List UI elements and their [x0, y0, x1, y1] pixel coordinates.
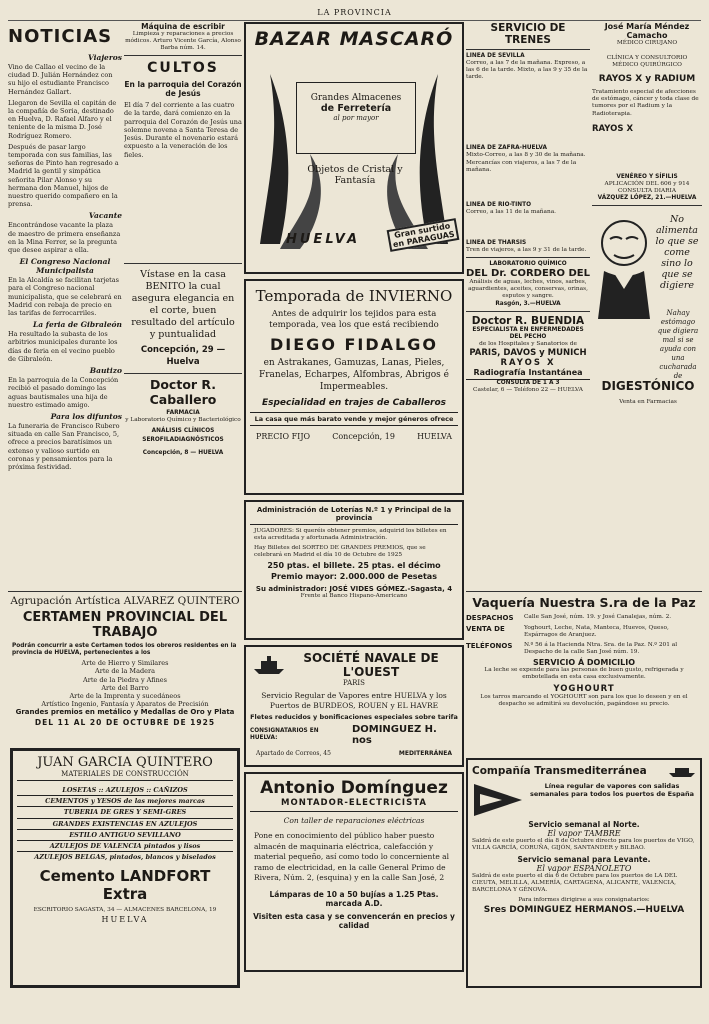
jm-line: CLÍNICA Y CONSULTORIO	[606, 55, 688, 62]
fidalgo-special: Especialidad en trajes de Caballeros	[261, 398, 447, 408]
lab-head: LABORATORIO QUÍMICO	[489, 261, 567, 268]
chef-figure-icon	[594, 209, 654, 319]
quintero-city: HUELVA	[101, 914, 149, 924]
vaqueria-serv: SERVICIO Á DOMICILIO	[532, 658, 636, 668]
ct-brand: Sres DOMINGUEZ HERMANOS.—HUELVA	[483, 904, 685, 915]
quintero-name: JUAN GARCIA QUINTERO	[37, 755, 213, 770]
loteria-ad	[244, 500, 464, 640]
buendia-radio: Radiografía Instantánea	[473, 367, 583, 377]
lab-name: DEL Dr. CORDERO DEL	[466, 268, 590, 280]
caballero-ad	[124, 377, 242, 457]
quintero-addr: ESCRITORIO SAGASTA, 34 — ALMACENES BARCELONA, 19	[33, 907, 217, 914]
line-head: LINEA DE ZAFRA-HUELVA	[466, 145, 547, 152]
certamen-item: Artístico Ingenio, Fantasía y Aparatos de Precisión	[41, 700, 209, 709]
quintero-sub: MATERIALES DE CONSTRUCCIÓN	[17, 770, 233, 781]
ct-agent: Para informes dirigirse a sus consignatarios:	[518, 897, 650, 904]
lab-text: Análisis de aguas, leches, vinos, sarbes, aguardientes, aceites, conservas, orinas, esputos y sangre.	[468, 279, 588, 300]
fidalgo-title: Temporada de INVIERNO	[255, 287, 453, 305]
jm-line: MÉDICO QUIRÚRGICO	[612, 62, 682, 69]
caballero-line: FARMACIA	[166, 409, 200, 416]
quote-line: lo que se come	[655, 236, 699, 259]
bazar-city: HUELVA	[286, 232, 361, 247]
certamen-intro: Podrán concurrir a este Certamen todos los obreros residentes en la provincia de HUELVA, pertenecientes a los	[12, 643, 237, 657]
quintero-item: AZULEJOS BELGAS, pintados, blancos y biselados	[34, 853, 216, 862]
ct-levante: Servicio semanal para Levante.	[517, 855, 651, 865]
navale-agent-row	[250, 724, 458, 746]
fidalgo-price: PRECIO FIJO	[256, 432, 311, 441]
bazar-sub: Grandes Almacenes	[310, 93, 402, 103]
digestonico-foot: Venta en Farmacias	[619, 399, 677, 406]
buendia-consulta: CONSULTA DE 1 A 3	[466, 379, 590, 387]
quintero-item: ESTILO ANTIGUO SEVILLANO	[69, 830, 181, 839]
caballero-addr: Concepción, 8 — HUELVA	[142, 450, 224, 457]
loteria-note: Frente al Banco Hispano-Americano	[300, 593, 408, 600]
agrupacion-title: Agrupación Artística ALVAREZ QUINTERO	[10, 595, 240, 607]
loteria-admin: Su administrador: JOSÉ VIDES GÓMEZ.-Sagasta, 4	[255, 585, 453, 594]
jm-name: José María Méndez Camacho	[604, 22, 690, 40]
bazar-ad	[244, 22, 464, 274]
column-trenes	[466, 22, 590, 582]
section-head: Vacante	[88, 211, 122, 221]
caballero-line: y Laboratorio Químico y Bacteriológico	[125, 416, 241, 423]
dominguez-name: Antonio Domínguez	[260, 778, 448, 798]
typewriter-ad-head: Máquina de escribir	[141, 22, 225, 31]
vaqueria-serv-text: La leche se expende para las personas de buen gusto, refrigerada y embotellada en esta casa exclusivamente.	[484, 667, 684, 681]
vaqueria-ad	[466, 588, 702, 756]
ct-line: Línea regular de vapores con salidas semanales para todos los puertos de España	[529, 782, 695, 799]
vaqueria-desp-row	[466, 614, 702, 622]
certamen-title: CERTAMEN PROVINCIAL DEL TRABAJO	[22, 610, 228, 640]
navale-agent: DOMINGUEZ H. nos	[351, 724, 437, 746]
news-paragraph: La funeraria de Francisco Rubero situada en calle San Francisco, 5, ofrece a precios baratísimos un extenso y valioso surtido en coronas y pensamientos para la próxima festividad.	[8, 421, 120, 471]
jm-text: Tratamiento especial de afecciones de estómago, cáncer y toda clase de tumores por el Radium y la Radioterapia.	[592, 89, 699, 117]
loteria-text: JUGADORES: Si queréis obtener premios, adquirid los billetes en esta acreditada y afortunada Administración.	[254, 528, 447, 542]
vaqueria-venta: VENTA DE	[466, 625, 505, 633]
digestonico-brand: DIGESTÓNICO	[601, 379, 695, 394]
masthead: LA PROVINCIA	[8, 8, 701, 21]
certamen-item: Arte de la Imprenta y sucedáneos	[69, 692, 181, 700]
navale-box: Apartado de Correos, 45	[256, 750, 331, 757]
news-paragraph: En la Alcaldía se facilitan tarjetas para el Congreso nacional municipalista, que se celebrará en Madrid con rebaja de precio en las tarifas de ferrocarriles.	[8, 276, 122, 318]
vaqueria-desp-text: Calle San José, núm. 19. y José Canalejas, núm. 2.	[524, 614, 672, 620]
fidalgo-note: La casa que más barato vende y mejor géneros ofrece	[250, 412, 458, 426]
bazar-sub: de Ferretería	[320, 103, 392, 114]
navale-city: PARIS	[343, 679, 365, 687]
trenes-title: SERVICIO DE TRENES	[490, 22, 566, 46]
jm-addr: VÁZQUEZ LÓPEZ, 21.—HUELVA	[597, 194, 697, 201]
navale-title: SOCIÉTÉ NAVALE DE L'OUEST	[303, 651, 439, 679]
buendia-cities: PARIS, DAVOS y MUNICH	[469, 347, 587, 358]
vaqueria-venta-text: Yoghourt, Leche, Nata, Manteca, Huevos, Queso, Espárragos de Aranjuez.	[524, 625, 669, 639]
bazar-stamp: Gran surtido en PARAGUAS	[387, 218, 460, 252]
quote-line: No alimenta	[656, 214, 698, 237]
jm-rayos2: RAYOS X	[592, 123, 634, 134]
dominguez-lamps: Lámparas de 10 a 50 bujías a 1.25 Ptas. marcada A.D.	[269, 889, 439, 908]
column-noticias	[8, 22, 122, 582]
line-text: Correo, a las 7 de la mañana. Expreso, a las 6 de la tarde. Mixto, a las 9 y 35 de la tarde.	[466, 60, 588, 81]
loteria-title: Administración de Loterías N.º 1 y Principal de la provincia	[250, 506, 458, 525]
bazar-inner-box	[296, 82, 416, 154]
jm-sub: MÉDICO CIRUJANO	[616, 40, 678, 46]
quintero-item: TUBERIA DE GRES Y SEMI-GRES	[63, 808, 187, 817]
vaqueria-title: Vaquería Nuestra S.ra de la Paz	[472, 595, 696, 610]
jm-rayos: RAYOS X y RADIUM	[598, 74, 696, 85]
benito-text: Vístase en la casa BENITO la cual asegura elegancia en el corte, buen resultado del artículo y puntualidad	[131, 268, 235, 340]
dominguez-sub: MONTADOR-ELECTRICISTA	[250, 798, 458, 812]
certamen-dates: DEL 11 AL 20 DE OCTUBRE DE 1925	[34, 718, 216, 728]
fidalgo-name: DIEGO FIDALGO	[270, 335, 438, 354]
fidalgo-footer	[250, 430, 458, 443]
bazar-title: BAZAR MASCARÓ	[254, 28, 454, 50]
bazar-sub: al por mayor	[333, 114, 379, 122]
transmediterranea-ad	[466, 758, 702, 988]
news-paragraph: Llegaron de Sevilla el capitán de la compañía de Soria, destinado en Huelva, D. Rafael Alfaro y el teniente de la misma D. José Rodríguez Romero.	[8, 98, 117, 140]
ct-text2: Saldrá de este puerto el día 6 de Octubre para los puertos de LA DEL CIEUTA, MELILLA, ALMERÍA, CARTAGENA, ALICANTE, VALENCIA, BARCELONA Y GÉNOVA.	[472, 873, 677, 894]
lab-addr: Rasgón, 3.—HUELVA	[495, 300, 561, 307]
line-head: LINEA DE THARSIS	[466, 239, 527, 246]
quote-line: sino lo que se digiere	[659, 258, 695, 292]
fidalgo-items: en Astrakanes, Gamuzas, Lanas, Pieles, Franelas, Echarpes, Alfombras, Abrigos é Impermeables.	[259, 358, 449, 392]
loteria-price: 250 ptas. el billete. 25 ptas. el décimo	[267, 561, 441, 571]
buendia-sub: ESPECIALISTA EN ENFERMEDADES DEL PECHO	[472, 326, 584, 340]
navale-footer	[256, 750, 452, 757]
certamen-item: Arte de la Madera	[95, 667, 155, 676]
digestonico-quote	[652, 214, 702, 291]
caballero-name: Doctor R. Caballero	[149, 376, 217, 407]
typewriter-ad-text: Limpieza y reparaciones a precios módicos. Arturo Vicente García, Alonso Barba núm. 14.	[125, 31, 241, 52]
bazar-sub4: Objetos de Cristal y Fantasía	[307, 164, 403, 186]
ct-vapor2: El vapor ESPAÑOLETO	[536, 864, 632, 874]
line-text	[466, 84, 590, 142]
news-paragraph: Ha resultado la subasta de los arbitrios municipales durante los días de feria en el vecino pueblo de Gibraleón.	[8, 330, 118, 363]
section-head: Viajeros	[87, 53, 122, 62]
jm-venereo: VENÉREO Y SÍFILIS	[616, 173, 678, 180]
section-head: Bautizo	[89, 366, 122, 376]
certamen-item: Arte de Hierro y Similares	[81, 659, 169, 668]
line-text: Tren de viajeros, a las 9 y 31 de la tarde.	[466, 247, 587, 254]
vaqueria-tel-row	[466, 642, 702, 656]
noticias-title: NOTICIAS	[8, 26, 113, 47]
column-cultos	[124, 22, 242, 582]
ship-icon	[252, 655, 286, 675]
fidalgo-intro: Antes de adquirir los tejidos para esta temporada, vea los que está recibiendo	[269, 309, 439, 330]
ct-text1: Saldrá de este puerto el día 8 de Octubre directo para los puertos de VIGO, VILLA GARCÍA, CORUÑA, GIJÓN, SANTANDER y BILBAO.	[472, 838, 695, 852]
buendia-text: de los Hospitales y Sanatorios de	[479, 340, 577, 347]
jm-consulta: CONSULTA DIARIA	[617, 187, 677, 194]
ct-vapor1: El vapor TAMBRE	[547, 829, 621, 838]
benito-ad	[124, 267, 242, 370]
landfort-cement: Cemento LANDFORT Extra	[39, 867, 211, 904]
news-paragraph: Vino de Callao el vecino de la ciudad D. Julián Hernández con su hijo el estudiante Francisco Hernández Gallart.	[8, 63, 113, 96]
line-head: LINEA DE RIO-TINTO	[466, 201, 532, 208]
loteria-prize: Premio mayor: 2.000.000 de Pesetas	[271, 572, 437, 582]
dominguez-visit: Visiten esta casa y se convencerán en precios y calidad	[253, 911, 455, 930]
vaqueria-tel: TELÉFONOS	[466, 642, 513, 651]
line-text: Mixto-Correo, a las 8 y 30 de la mañana. Mercancías con viajeros, a las 7 de la mañana.	[466, 152, 586, 173]
caballero-line: SEROFILADIAGNÓSTICOS	[142, 436, 224, 443]
buendia-rayos: RAYOS X	[500, 357, 556, 368]
quintero-item: CEMENTOS y YESOS de las mejores marcas	[17, 795, 233, 807]
news-paragraph: Encontrándose vacante la plaza de maestro de primera enseñanza en la Mina Ferrer, se la pregunta que desee aspirar a ella.	[8, 221, 121, 255]
dominguez-text: Pone en conocimiento del público haber puesto almacén de maquinaria eléctrica, calefacción y material pequeño, así como todo lo concerniente al ramo de electricidad, en la calle General Primo de Rivera, Núm. 2, (esquina) y en la calle San José, 2	[254, 831, 450, 882]
section-head: El Congreso Nacional Municipalista	[19, 257, 111, 276]
caballero-line: ANÁLISIS CLÍNICOS	[151, 427, 215, 434]
dominguez-tag: Con taller de reparaciones eléctricas	[283, 816, 425, 825]
ct-title: Compañía Transmediterránea	[472, 765, 647, 777]
fidalgo-ad	[244, 279, 464, 495]
section-head: La feria de Gibraleón	[32, 320, 122, 330]
navale-ad	[244, 645, 464, 767]
certamen-item: Arte de la Piedra y Afines	[83, 675, 167, 684]
buendia-castelar: Castelar, 6 — Teléfono 22 — HUELVA	[473, 386, 583, 393]
yoghourt-text: Los tarros marcando el YOGHOURT son para los que lo deseen y en el despacho se admitirá su devolución, pagándose su precio.	[480, 693, 688, 707]
certamen-section	[8, 588, 242, 738]
quintero-item: GRANDES EXISTENCIAS EN AZULEJOS	[17, 818, 233, 830]
news-paragraph: Después de pasar largo temporada con sus familias, las señoras de Pinto han regresado a Madrid la gentil y simpática señorita Pilar Alonso y su hermana don Manuel, hijos de nuestro querido compañero en la prensa.	[8, 142, 119, 209]
vaqueria-venta-row	[466, 625, 702, 639]
quintero-item: LOSETAS :: AZULEJOS :: CAÑIZOS	[62, 786, 188, 794]
ct-north: Servicio semanal al Norte.	[528, 820, 640, 829]
section-head: Para los difuntos	[50, 411, 122, 421]
navale-agent-label: CONSIGNATARIOS EN HUELVA:	[250, 728, 319, 742]
cultos-title: CULTOS	[147, 60, 219, 77]
cultos-text	[124, 162, 242, 260]
cultos-text: El día 7 del corriente a las cuatro de la tarde, dará comienzo en la parroquia del Corazón de Jesús una solemne novena a Santa Teresa de Jesús. Durante el novenario estará expuesto a la veneración de los fieles.	[124, 101, 242, 159]
line-head: LINEA DE SEVILLA	[466, 53, 525, 59]
benito-addr: Concepción, 29 — Huelva	[140, 344, 226, 367]
navale-text2: Fletes reducidos y bonificaciones especiales sobre tarifa	[250, 713, 458, 721]
yoghourt-title: YOGHOURT	[553, 683, 615, 694]
pennant-flag-icon	[472, 782, 524, 818]
loteria-text: Hay Billetes del SORTEO DE GRANDES PREMIOS, que se celebrará en Madrid el día 10 de Octubre de 1925	[254, 545, 426, 559]
column-ads	[244, 22, 464, 1017]
quintero-ad	[10, 748, 240, 988]
ship-icon	[668, 764, 696, 778]
navale-med: MEDITERRÁNEA	[398, 750, 452, 757]
buendia-name: Doctor R. BUENDIA	[471, 314, 585, 327]
digestonico-ad	[592, 209, 702, 449]
certamen-prizes: Grandes premios en metálico y Medallas de Oro y Plata	[15, 708, 235, 717]
quintero-item: AZULEJOS DE VALENCIA pintados y lisos	[17, 840, 233, 852]
navale-text: Servicio Regular de Vapores entre HUELVA y los Puertos de BURDEOS, ROUEN y EL HAVRE	[261, 691, 447, 710]
news-paragraph: En la parroquia de la Concepción recibió el pasado domingo las aguas bautismales una hija de nuestro estimado amigo.	[8, 376, 119, 409]
certamen-item: Arte del Barro	[101, 683, 149, 692]
fidalgo-addr: Concepción, 19	[332, 432, 395, 441]
certamen-items	[8, 659, 242, 708]
vaqueria-desp: DESPACHOS	[466, 614, 514, 622]
vaqueria-tel-text: N.º 56 á la Hacienda Ntra. Sra. de la Paz. N.º 201 al Despacho de la calle San José núm. 19.	[524, 642, 678, 656]
line-text: Correo, a las 11 de la mañana.	[466, 208, 557, 215]
digestonico-text: Nahay estómago que digiera mal si se ayuda con una cucharada de	[657, 309, 699, 381]
fidalgo-city: HUELVA	[417, 432, 452, 441]
dominguez-ad	[244, 772, 464, 972]
jm-aplic: APLICACIÓN DEL 606 y 914	[604, 180, 690, 187]
column-medico	[592, 22, 702, 582]
cultos-head: En la parroquia del Corazón de Jesús	[124, 80, 242, 99]
quintero-items	[17, 785, 233, 862]
